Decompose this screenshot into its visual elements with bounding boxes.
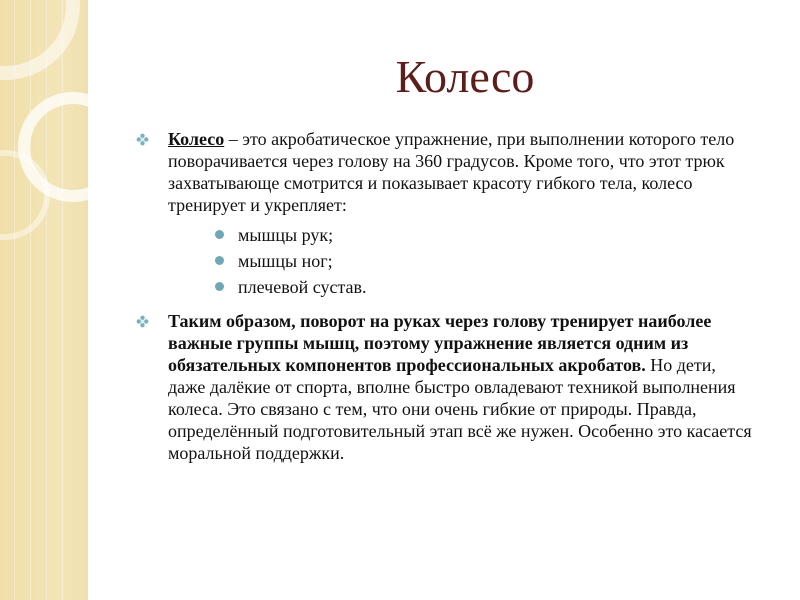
flower-bullet-icon (136, 315, 149, 328)
flower-bullet-icon (136, 133, 149, 146)
band-stripe (46, 0, 47, 600)
list-item (168, 224, 756, 250)
paragraph-conclusion (136, 310, 756, 464)
conclusion-text: Но дети, даже далёкие от спорта, вполне быстро овладевают техникой выполнения колеса. Это связано с тем, что они очень гибкие от природы. Правда, определённый подготовительный этап всё же нужен. Особенно это касается моральной поддержки. (168, 355, 752, 463)
band-stripe (62, 0, 63, 600)
dot-bullet-icon (215, 230, 224, 239)
band-stripe (14, 0, 15, 600)
list-item-label: плечевой сустав. (238, 277, 367, 297)
decorative-side-band (0, 0, 88, 600)
paragraph-definition (136, 128, 756, 302)
muscle-list (168, 224, 756, 302)
decorative-ring-large (0, 0, 80, 80)
list-item-label: мышцы ног; (238, 251, 333, 271)
conclusion-bold-text: Таким образом, поворот на руках через голову тренирует наиболее важные группы мышц, поэтому упражнение является одним из обязательных компонентов профессиональных акробатов. (168, 311, 712, 375)
slide-title: Колесо (395, 51, 535, 102)
list-item (168, 250, 756, 276)
dot-bullet-icon (215, 256, 224, 265)
list-item-label: мышцы рук; (238, 225, 334, 245)
term-koleso: Колесо (168, 129, 225, 149)
slide-content (136, 128, 756, 464)
dot-bullet-icon (215, 282, 224, 291)
list-item (168, 276, 756, 302)
band-stripe (30, 0, 31, 600)
definition-text: – это акробатическое упражнение, при выполнении которого тело поворачивается через голову на 360 градусов. Кроме того, что этот трюк захватывающе смотрится и показывает красоту гибкого тела, колесо тренирует и укрепляет: (168, 129, 735, 215)
